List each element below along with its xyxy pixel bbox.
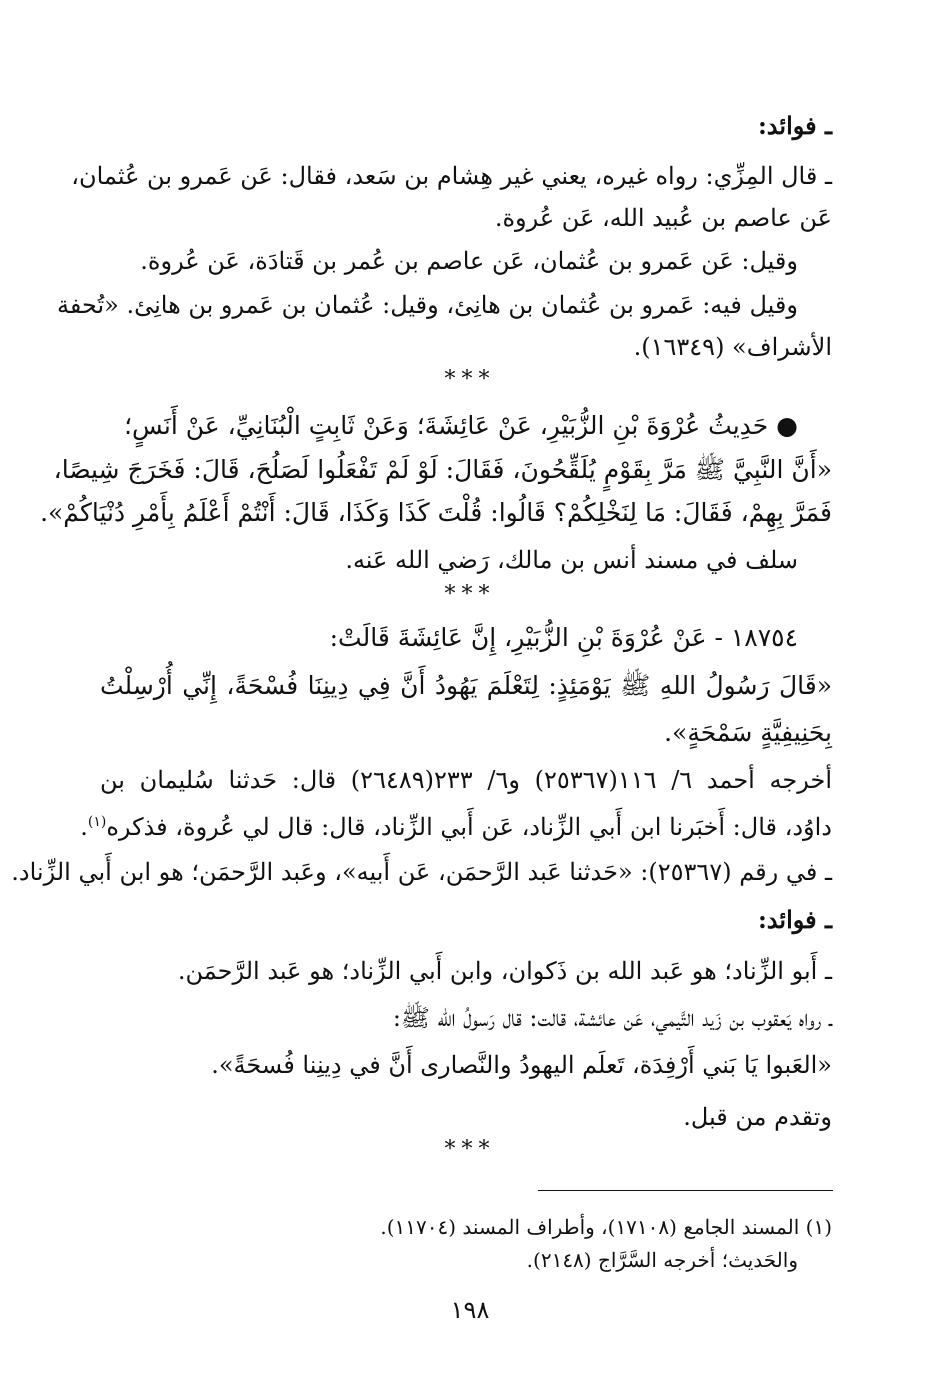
paragraph-line: وتقدم من قبل. xyxy=(683,1103,832,1131)
paragraph-line: «العَبوا يَا بَني أَرْفِدَة، تَعلَم اليهودُ والنَّصارى أَنَّ في دِينِنا فُسحَةً». xyxy=(211,1051,832,1079)
takhrij-period: . xyxy=(80,813,88,841)
hadith-text-line: بِحَنِيفِيَّةٍ سَمْحَةٍ». xyxy=(664,718,832,747)
benefits-heading: ـ فوائد: xyxy=(757,905,832,934)
paragraph-line: عَن عاصم بن عُبيد الله، عَن عُروة. xyxy=(494,204,832,232)
cross-reference-note: سلف في مسند أنس بن مالك، رَضي الله عَنه. xyxy=(345,546,798,574)
page-number: ١٩٨ xyxy=(450,1296,490,1324)
takhrij-text: داوُد، قال: أَخبَرنا ابن أَبي الزِّناد، عَن أَبي الزِّناد، قال: قال لي عُروة، فذكره xyxy=(106,813,832,841)
paragraph-line: وقيل فيه: عَمرو بن عُثمان بن هانِئ، وقيل: عُثمان بن عَمرو بن هانِئ. «تُحفة xyxy=(56,291,798,319)
section-separator: *** xyxy=(444,582,496,607)
paragraph-line: الأشراف» (١٦٣٤٩). xyxy=(633,333,832,361)
paragraph-line: وقيل: عَن عَمرو بن عُثمان، عَن عاصم بن عُمر بن قَتادَة، عَن عُروة. xyxy=(140,247,798,275)
hadith-text-line: «أَنَّ النَّبِيَّ ﷺ مَرَّ بِقَوْمٍ يُلَقِّحُونَ، فَقَالَ: لَوْ لَمْ تَفْعَلُوا لَصَلُحَ، قَالَ: فَخَرَجَ شِيصًا، xyxy=(53,455,832,484)
benefits-heading: ـ فوائد: xyxy=(757,111,832,140)
footnote-ref[interactable]: (١) xyxy=(87,814,107,830)
takhrij-line: ـ في رقم (٢٥٣٦٧): «حَدثنا عَبد الرَّحمَن، عَن أَبيه»، وعَبد الرَّحمَن؛ هو ابن أَبي الزِّناد. xyxy=(11,858,832,886)
footnote-divider xyxy=(538,1190,833,1191)
hadith-text-line: «قَالَ رَسُولُ اللهِ ﷺ يَوْمَئِذٍ: لِتَعْلَمَ يَهُودُ أَنَّ فِي دِينِنَا فُسْحَةً، إِنِّي أُرْسِلْتُ xyxy=(100,671,832,700)
section-separator: *** xyxy=(444,1137,496,1162)
hadith-heading: ● حَدِيثُ عُرْوَةَ بْنِ الزُّبَيْرِ، عَنْ عَائِشَةَ؛ وَعَنْ ثَابِتٍ الْبُنَانِيِّ، عَنْ أَنَسٍ؛ xyxy=(124,411,798,440)
hadith-number-heading: ١٨٧٥٤ - عَنْ عُرْوَةَ بْنِ الزُّبَيْرِ، إِنَّ عَائِشَةَ قَالَتْ: xyxy=(329,623,798,652)
footnote-line: والحَديث؛ أخرجه السَّرَّاج (٢١٤٨). xyxy=(526,1248,798,1272)
hadith-text-line: فَمَرَّ بِهِمْ، فَقَالَ: مَا لِنَخْلِكُمْ؟ قَالُوا: قُلْتَ كَذَا وَكَذَا، قَالَ: أَنْتُمْ أَعْلَمُ بِأَمْرِ دُنْيَاكُمْ». xyxy=(40,498,832,527)
takhrij-line xyxy=(80,802,832,847)
footnote-line: (١) المسند الجامع (١٧١٠٨)، وأطراف المسند (١١٧٠٤). xyxy=(380,1215,832,1239)
paragraph-line: ـ أَبو الزِّناد؛ هو عَبد الله بن ذَكوان، وابن أَبي الزِّناد؛ هو عَبد الرَّحمَن. xyxy=(177,957,832,985)
paragraph-line: ـ قال المِزِّي: رواه غيره، يعني غير هِشام بن سَعد، فقال: عَن عَمرو بن عُثمان، xyxy=(71,162,832,190)
paragraph-line: ـ رواه يَعقوب بن زَيد التَّيمي، عَن عائشة، قالت: قال رَسولُ الله ﷺ: xyxy=(392,1004,832,1032)
section-separator: *** xyxy=(444,367,496,392)
takhrij-line: أخرجه أحمد ٦/ ١١٦(٢٥٣٦٧) و٦/ ٢٣٣(٢٦٤٨٩) قال: حَدثنا سُليمان بن xyxy=(100,766,832,794)
